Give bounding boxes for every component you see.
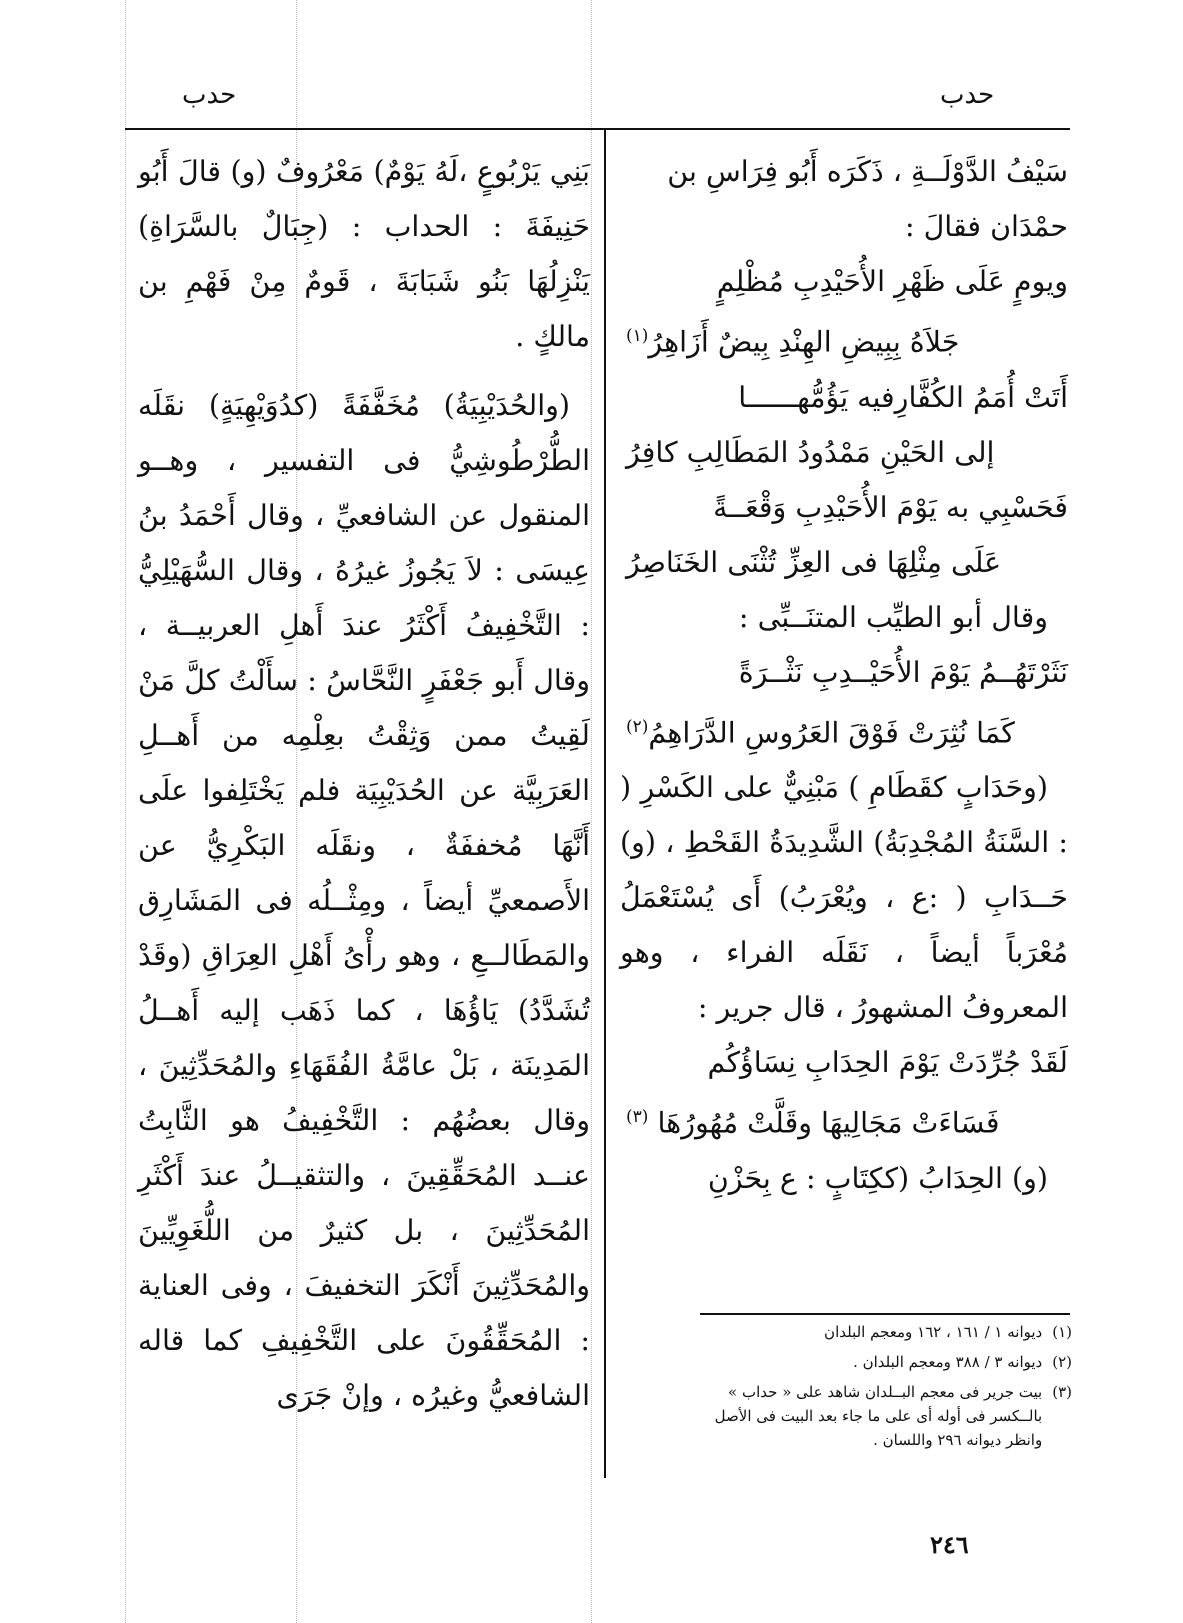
- footnote-ref: (١): [626, 326, 649, 346]
- paragraph: (وحَدَابٍ كقَطَامِ ) مَبْنِيٌّ على الكَسْرِ ( : السَّنَةُ المُجْدِبَةُ) الشَّدِيدَةُ القَحْطِ ، (و) حَــدَابِ ( :ع ، ويُعْرَبُ) أَى يُسْتَعْمَلُ مُعْرَباً أيضاً ، نَقَلَه الفراء ، وهو المعروفُ المشهورُ ، قال جرير :: [620, 771, 1068, 1024]
- footnote-number: (١): [1052, 1323, 1072, 1341]
- footnote: [700, 1320, 1072, 1344]
- verse-hemistich: إلى الحَيْنِ مَمْدُودُ المَطَالِبِ كافِرُ: [626, 435, 995, 469]
- verse-hemistich: عَلَى مِثْلِهَا فى العِزِّ تُثْنَى الخَنَاصِرُ: [626, 545, 1002, 579]
- verse-hemistich: كَمَا نُثِرَتْ فَوْقَ العَرُوسِ الدَّرَاهِمُ$^{(٢)}$: [626, 716, 1015, 749]
- footnote: [700, 1380, 1072, 1452]
- paragraph: بَنِي يَرْبُوعٍ ،لَهُ يَوْمٌ) مَعْرُوفٌ (و) قالَ أَبُو حَنِيفَةَ : الحداب : (جِبَالٌ بالسَّرَاةِ) يَنْزِلُهَا بَنُو شَبَابَةَ ، قَومٌ مِنْ فَهْمِ بن مالكٍ .: [138, 155, 590, 353]
- text-line: سَيْفُ الدَّوْلَــةِ ، ذَكَرَه أَبُو فِرَاسِ بن: [667, 155, 1068, 188]
- column-separator: [604, 130, 606, 1478]
- footnote: [700, 1350, 1072, 1374]
- running-header-right: حدب: [940, 80, 995, 110]
- verse-hemistich: فَسَاءَتْ مَجَالِيهَا وقَلَّتْ مُهُورُهَا $^{(٣)}$: [626, 1106, 1000, 1140]
- right-column: [620, 144, 1068, 1206]
- footnote-text: ديوانه ٣ / ٣٨٨ ومعجم البلدان .: [853, 1353, 1043, 1371]
- running-header-left: حدب: [182, 80, 237, 110]
- footnote-ref: (٣): [626, 1107, 649, 1127]
- verse-hemistich: جَلاَهُ بِبِيضِ الهِنْدِ بِيضٌ أَزَاهِرُ$^{(١)}$: [626, 325, 960, 359]
- footnotes: [700, 1320, 1072, 1458]
- left-column: [138, 144, 590, 1423]
- paragraph: (و) الحِدَابُ (ككِتَابٍ : ع بِحَزْنِ: [707, 1161, 1048, 1195]
- page-number: ٢٤٦: [930, 1530, 969, 1559]
- footnote-ref: (٢): [626, 716, 649, 737]
- margin-guide-left: [125, 0, 126, 1623]
- footnote-number: (٣): [1052, 1383, 1072, 1401]
- header-rule: [125, 128, 1070, 130]
- footnote-number: (٢): [1052, 1353, 1072, 1371]
- paragraph: (والحُدَيْبِيَةُ) مُخَفَّفَةً (كدُوَيْهِيَةٍ) نقَلَه الطُّرْطُوشِيُّ فى التفسير ، وهــو المنقول عن الشافعيِّ ، وقال أَحْمَدُ بنُ عِيسَى : لاَ يَجُوزُ غيرُهُ ، وقال السُّهَيْلِيُّ : التَّخْفِيفُ أَكْثَرُ عندَ أَهلِ العربيــة ، وقال أَبو جَعْفَرٍ النَّحَّاسُ : سأَلْتُ كلَّ مَنْ لَقِيتُ ممن وَثِقْتُ بعِلْمِه من أَهــلِ العَرَبِيَّة عن الحُدَيْبِيَة فلم يَخْتَلِفوا علَى أَنَّهَا مُخففَةٌ ، ونقَلَه البَكْرِيُّ عن الأَصمعيِّ أيضاً ، ومِثْــلُه فى المَشَارِق والمَطَالــعِ ، وهو رأْىُ أَهْلِ العِرَاقِ (وقَدْ تُشَدَّدُ) يَاؤُهَا ، كما ذَهَب إليه أَهــلُ المَدِينَة ، بَلْ عامَّةُ الفُقَهَاءِ والمُحَدِّثِينَ ، وقال بعضُهُم : التَّخْفِيفُ هو الثَّابِتُ عنــد المُحَقِّقِينَ ، والتثقيــلُ عندَ أَكْثَرِ المُحَدِّثِينَ ، بل كثيرٌ من اللُّغَوِيِّينَ والمُحَدِّثِينَ أَنْكَرَ التخفيفَ ، وفى العناية : المُحَقِّقُونَ على التَّخْفِيفِ كما قاله الشافعيُّ وغيرُه ، وإنْ جَرَى: [138, 389, 590, 1412]
- verse-hemistich: فَحَسْبِي به يَوْمَ الأُحَيْدِبِ وَقْعَــةً: [713, 490, 1068, 524]
- text-line: وقال أبو الطيِّب المتنَــبِّى :: [738, 600, 1048, 634]
- footnote-rule: [700, 1313, 1070, 1315]
- verse-hemistich: أَتَتْ أُمَمُ الكُفَّارِفيه يَؤُمُّهــــــا: [738, 380, 1068, 414]
- text-line: حمْدَان فقالَ :: [904, 210, 1068, 243]
- verse-hemistich: نَثَرْتَهُــمُ يَوْمَ الأُحَيْــدِبِ نَثْــرَةً: [738, 655, 1068, 689]
- verse-hemistich: ويومٍ عَلَى ظَهْرِ الأُحَيْدِبِ مُظْلِمٍ: [716, 265, 1068, 298]
- footnote-text: بيت جرير فى معجم البــلدان شاهد على « حداب » بالــكسر فى أوله أى على ما جاء بعد البيت فى الأصل وانظر ديوانه ٢٩٦ واللسان .: [714, 1383, 1043, 1449]
- margin-guide-center: [591, 0, 592, 1623]
- verse-hemistich: لَقَدْ جُرِّدَتْ يَوْمَ الحِدَابِ نِسَاؤُكُم: [707, 1046, 1068, 1079]
- footnote-text: ديوانه ١ / ١٦١ ، ١٦٢ ومعجم البلدان: [824, 1323, 1043, 1341]
